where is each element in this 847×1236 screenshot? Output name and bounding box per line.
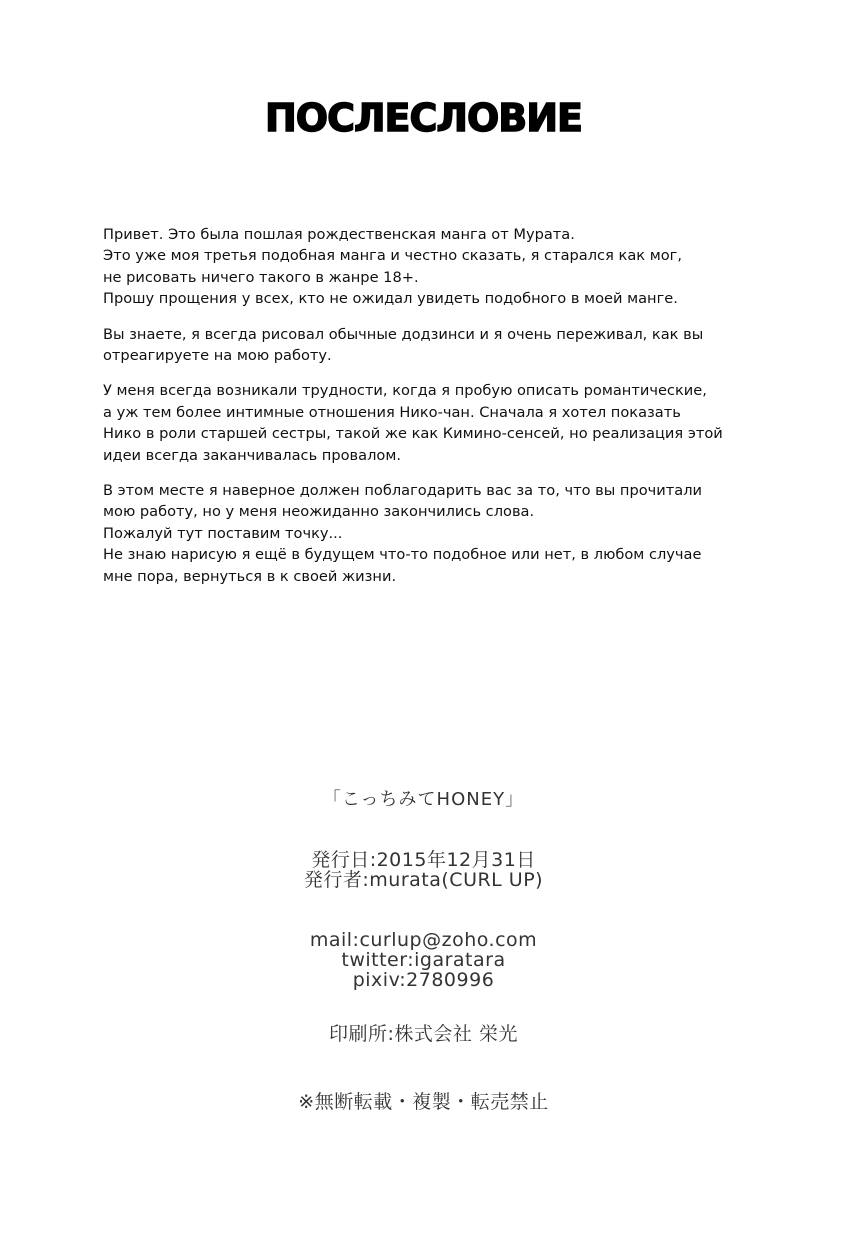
pixiv-id: pixiv:2780996 (352, 969, 495, 991)
contact-info (0, 930, 847, 990)
text-line: мою работу, но у меня неожиданно закончились слова. (103, 503, 535, 521)
paragraph-3 (103, 380, 763, 466)
paragraph-4 (103, 480, 763, 587)
text-line: идеи всегда заканчивалась провалом. (103, 446, 401, 464)
text-line: не рисовать ничего такого в жанре 18+. (103, 268, 419, 286)
publish-date: 発行日:2015年12月31日 (311, 849, 536, 871)
page-title: ПОСЛЕСЛОВИЕ (265, 96, 582, 140)
text-line: Пожалуй тут поставим точку... (103, 524, 343, 542)
work-title: 「こっちみてHONEY」 (322, 789, 525, 810)
paragraph-2 (103, 324, 763, 367)
text-line: Прошу прощения у всех, кто не ожидал увидеть подобного в моей манге. (103, 290, 678, 308)
printer: 印刷所:株式会社 栄光 (329, 1023, 518, 1045)
text-line: а уж тем более интимные отношения Нико-чан. Сначала я хотел показать (103, 403, 681, 421)
text-line: В этом месте я наверное должен поблагодарить вас за то, что вы прочитали (103, 482, 703, 500)
text-line: мне пора, вернуться в к своей жизни. (103, 567, 397, 585)
mail-address: mail:curlup@zoho.com (309, 929, 538, 951)
text-line: Не знаю нарисую я ещё в будущем что-то подобное или нет, в любом случае (103, 546, 702, 564)
paragraph-1 (103, 224, 763, 310)
text-line: Нико в роли старшей сестры, такой же как Кимино-сенсей, но реализация этой (103, 425, 723, 443)
publication-info (0, 850, 847, 890)
text-line: Вы знаете, я всегда рисовал обычные додзинси и я очень переживал, как вы (103, 325, 704, 343)
text-line: У меня всегда возникали трудности, когда я пробую описать романтические, (103, 382, 707, 400)
text-line: отреагируете на мою работу. (103, 347, 332, 365)
text-line: Привет. Это была пошлая рождественская манга от Мурата. (103, 226, 575, 243)
colophon (0, 788, 847, 1112)
afterword-text (103, 224, 763, 601)
text-line: Это уже моя третья подобная манга и честно сказать, я старался как мог, (103, 247, 682, 265)
twitter-handle: twitter:igaratara (341, 949, 506, 971)
publisher: 発行者:murata(CURL UP) (303, 869, 544, 891)
reproduction-notice: ※無断転載・複製・転売禁止 (298, 1091, 549, 1113)
